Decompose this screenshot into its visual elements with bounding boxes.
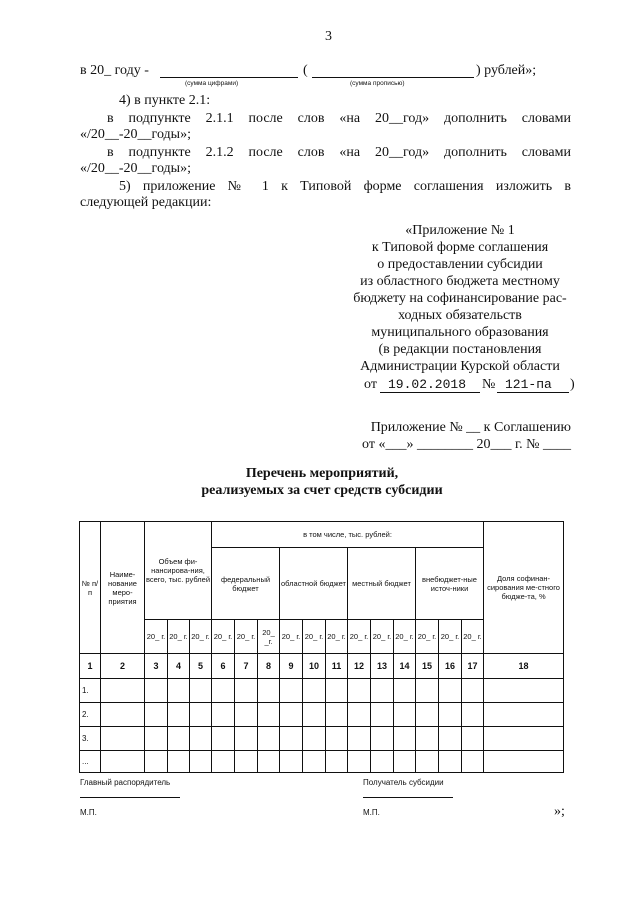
year-cell: 20_ г. — [348, 620, 371, 654]
col-number: 15 — [416, 654, 439, 679]
approval-line-8: (в редакции постановления — [378, 342, 542, 357]
sig-left-title: Главный распорядитель — [80, 778, 171, 787]
table-row — [80, 751, 564, 773]
year-cell: 20_ г. — [190, 620, 212, 654]
year-cell: 20_ г. — [462, 620, 484, 654]
col-number: 10 — [303, 654, 326, 679]
col-number: 16 — [439, 654, 462, 679]
header-including: в том числе, тыс. рублей: — [212, 522, 484, 548]
row-number: 2. — [80, 703, 101, 727]
col-number: 12 — [348, 654, 371, 679]
approval-no-label: № — [482, 377, 496, 392]
approval-line-3: о предоставлении субсидии — [377, 257, 543, 272]
year-cell: 20_ г. — [168, 620, 190, 654]
approval-date: 19.02.2018 — [388, 377, 467, 392]
approval-line-9: Администрации Курской области — [360, 359, 560, 374]
header-share: Доля софинан-сирования ме-стного бюдже-та, % — [484, 522, 564, 654]
item-4b-line1: в подпункте 2.1.2 после слов «на 20__год» дополнить словами — [107, 145, 571, 160]
table-row — [80, 679, 564, 703]
approval-number-blank — [497, 392, 569, 393]
year-cell: 20_ г. — [235, 620, 258, 654]
header-name: Наиме-нование меро-приятия — [101, 522, 145, 654]
sig-left-mp: М.П. — [80, 808, 97, 817]
year-cell: 20_ г. — [439, 620, 462, 654]
sum-words-blank — [312, 77, 474, 78]
item-5-line1: 5) приложение № 1 к Типовой форме соглашения изложить в — [119, 179, 571, 194]
col-number: 18 — [484, 654, 564, 679]
year-cell: 20_ г. — [145, 620, 168, 654]
col-number: 6 — [212, 654, 235, 679]
item-4a-line2: «/20__-20__годы»; — [80, 127, 191, 142]
sig-right-mp: М.П. — [363, 808, 380, 817]
annex-line-1: Приложение № __ к Соглашению — [370, 420, 571, 435]
item-4: 4) в пункте 2.1: — [119, 93, 211, 108]
row-number: ... — [80, 751, 101, 773]
col-number: 17 — [462, 654, 484, 679]
col-number: 1 — [80, 654, 101, 679]
row-number: 3. — [80, 727, 101, 751]
document-end-mark: »; — [554, 804, 565, 819]
year-cell: 20_ г. — [326, 620, 348, 654]
col-number: 5 — [190, 654, 212, 679]
header-num: № п/п — [80, 522, 101, 654]
page-number: 3 — [325, 29, 332, 44]
sum-line-suffix: ) рублей»; — [476, 63, 537, 78]
item-5-line2: следующей редакции: — [80, 195, 212, 210]
year-cell: 20_ _г. — [258, 620, 280, 654]
sig-right-line — [363, 797, 453, 798]
year-cell: 20_ г. — [371, 620, 394, 654]
approval-line-6: ходных обязательств — [398, 308, 522, 323]
list-title-line-1: Перечень мероприятий, — [245, 466, 399, 481]
approval-line-2: к Типовой форме соглашения — [371, 240, 549, 255]
col-number: 4 — [168, 654, 190, 679]
year-cell: 20_ г. — [280, 620, 303, 654]
sum-paren-open: ( — [303, 63, 308, 78]
header-local: местный бюджет — [348, 548, 416, 620]
item-4b-line2: «/20__-20__годы»; — [80, 161, 191, 176]
year-cell: 20_ г. — [416, 620, 439, 654]
approval-line-1: «Приложение № 1 — [405, 223, 515, 238]
sig-right-title: Получатель субсидии — [363, 778, 444, 787]
caption-sum-words: (сумма прописью) — [350, 80, 405, 87]
list-title-line-2: реализуемых за счет средств субсидии — [201, 483, 443, 498]
approval-close-paren: ) — [570, 377, 575, 392]
sum-digits-blank — [160, 77, 298, 78]
header-offbudget: внебюджет-ные источ-ники — [416, 548, 484, 620]
year-cell: 20_ г. — [394, 620, 416, 654]
col-number: 13 — [371, 654, 394, 679]
sum-line-prefix: в 20_ году - — [80, 63, 149, 78]
year-cell: 20_ г. — [212, 620, 235, 654]
header-volume: Объем фи-нансирова-ния, всего, тыс. рублей — [145, 522, 212, 620]
caption-sum-digits: (сумма цифрами) — [185, 80, 239, 87]
col-number: 3 — [145, 654, 168, 679]
col-number: 9 — [280, 654, 303, 679]
approval-number: 121-па — [505, 377, 552, 392]
table-row — [80, 703, 564, 727]
col-number: 14 — [394, 654, 416, 679]
header-regional: областной бюджет — [280, 548, 348, 620]
col-number: 11 — [326, 654, 348, 679]
sig-left-line — [80, 797, 180, 798]
col-number: 7 — [235, 654, 258, 679]
row-number: 1. — [80, 679, 101, 703]
approval-date-blank — [380, 392, 480, 393]
col-number: 2 — [101, 654, 145, 679]
table-row — [80, 727, 564, 751]
year-cell: 20_ г. — [303, 620, 326, 654]
approval-line-7: муниципального образования — [371, 325, 549, 340]
measures-table — [79, 521, 564, 773]
header-federal: федеральный бюджет — [212, 548, 280, 620]
item-4a-line1: в подпункте 2.1.1 после слов «на 20__год» дополнить словами — [107, 111, 571, 126]
col-number: 8 — [258, 654, 280, 679]
approval-line-5: бюджету на софинансирование рас- — [353, 291, 567, 306]
approval-line-4: из областного бюджета местному — [360, 274, 560, 289]
approval-from-label: от — [364, 377, 377, 392]
annex-line-2: от «___» ________ 20___ г. № ____ — [362, 437, 571, 452]
